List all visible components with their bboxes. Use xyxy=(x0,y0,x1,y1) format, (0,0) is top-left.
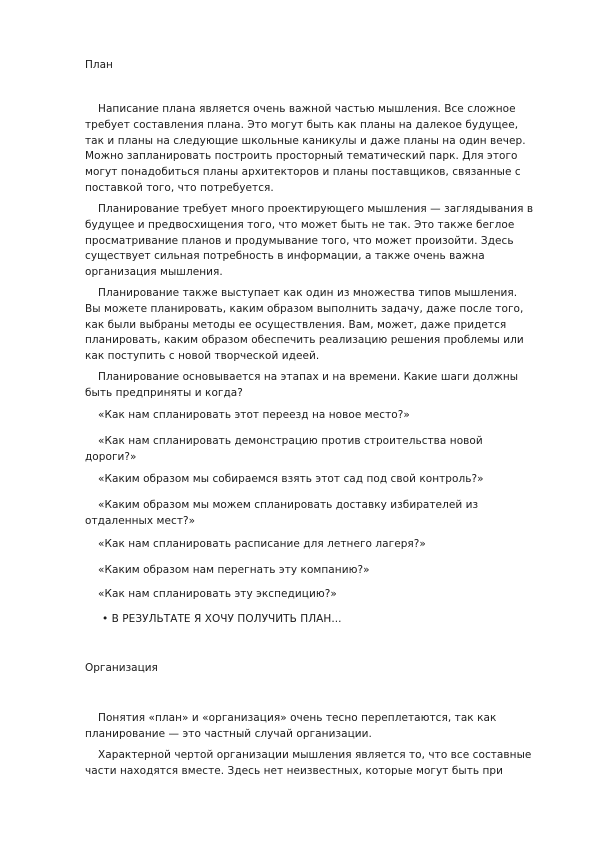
paragraph-3 xyxy=(85,286,524,365)
paragraph-line: могут понадобиться планы архитекторов и планы поставщиков, связанные с xyxy=(85,166,521,179)
paragraph-line: Планирование также выступает как один из множества типов мышления. xyxy=(98,287,518,299)
paragraph-line: так и планы на следующие школьные каникулы и даже планы на один вечер. xyxy=(85,134,526,147)
paragraph-5 xyxy=(85,711,496,743)
quote-line: дороги?» xyxy=(85,450,137,463)
paragraph-6 xyxy=(85,748,531,780)
paragraph-line: будущее и предвосхищения того, что может быть не так. Это также беглое xyxy=(85,218,515,231)
quote-line: «Каким образом мы можем спланировать доставку избирателей из xyxy=(98,499,479,511)
paragraph-4 xyxy=(85,370,518,402)
paragraph-line: поставкой того, что потребуется. xyxy=(85,181,274,194)
quote-line: отдаленных мест?» xyxy=(85,514,196,527)
quote-7: «Как нам спланировать эту экспедицию?» xyxy=(98,588,337,600)
quote-5: «Как нам спланировать расписание для летнего лагеря?» xyxy=(98,538,426,550)
paragraph-line: как были выбраны методы ее осуществления. Вам, может, даже придется xyxy=(85,318,507,331)
paragraph-1 xyxy=(85,102,526,197)
paragraph-line: Написание плана является очень важной частью мышления. Все сложное xyxy=(98,103,516,115)
paragraph-line: организация мышления. xyxy=(85,266,223,279)
quote-1: «Как нам спланировать этот переезд на новое место?» xyxy=(98,409,410,421)
paragraph-line: Планирование требует много проектирующего мышления — заглядывания в xyxy=(98,203,534,215)
section-title-plan: План xyxy=(85,59,113,71)
paragraph-line: Вы можете планировать, каким образом выполнить задачу, даже после того, xyxy=(85,302,524,315)
paragraph-line: Можно запланировать построить просторный тематический парк. Для этого xyxy=(85,150,518,163)
paragraph-line: существует сильная потребность в информации, а также очень важна xyxy=(85,250,485,263)
result-bullet: • В РЕЗУЛЬТАТЕ Я ХОЧУ ПОЛУЧИТЬ ПЛАН... xyxy=(102,613,342,625)
paragraph-line: части находятся вместе. Здесь нет неизвестных, которые могут быть при xyxy=(85,764,503,777)
paragraph-2 xyxy=(85,202,533,281)
quote-2 xyxy=(85,434,483,466)
quote-line: «Как нам спланировать демонстрацию против строительства новой xyxy=(98,435,483,447)
paragraph-line: планировать, каким образом обеспечить реализацию решения проблемы или xyxy=(85,334,524,347)
quote-6: «Каким образом нам перегнать эту компанию?» xyxy=(98,564,370,576)
paragraph-line: Понятия «план» и «организация» очень тесно переплетаются, так как xyxy=(98,712,497,724)
paragraph-line: требует составления плана. Это могут быть как планы на далекое будущее, xyxy=(85,118,519,131)
paragraph-line: как поступить с новой творческой идеей. xyxy=(85,350,320,363)
paragraph-line: планирование — это частный случай организации. xyxy=(85,727,372,740)
paragraph-line: быть предприняты и когда? xyxy=(85,386,243,399)
quote-4 xyxy=(85,498,479,530)
quote-3: «Каким образом мы собираемся взять этот сад под свой контроль?» xyxy=(98,473,484,485)
paragraph-line: Характерной чертой организации мышления является то, что все составные xyxy=(98,749,532,761)
section-title-organization: Организация xyxy=(85,662,158,674)
paragraph-line: Планирование основывается на этапах и на времени. Какие шаги должны xyxy=(98,371,519,383)
paragraph-line: просматривание планов и продумывание того, что может произойти. Здесь xyxy=(85,234,514,247)
